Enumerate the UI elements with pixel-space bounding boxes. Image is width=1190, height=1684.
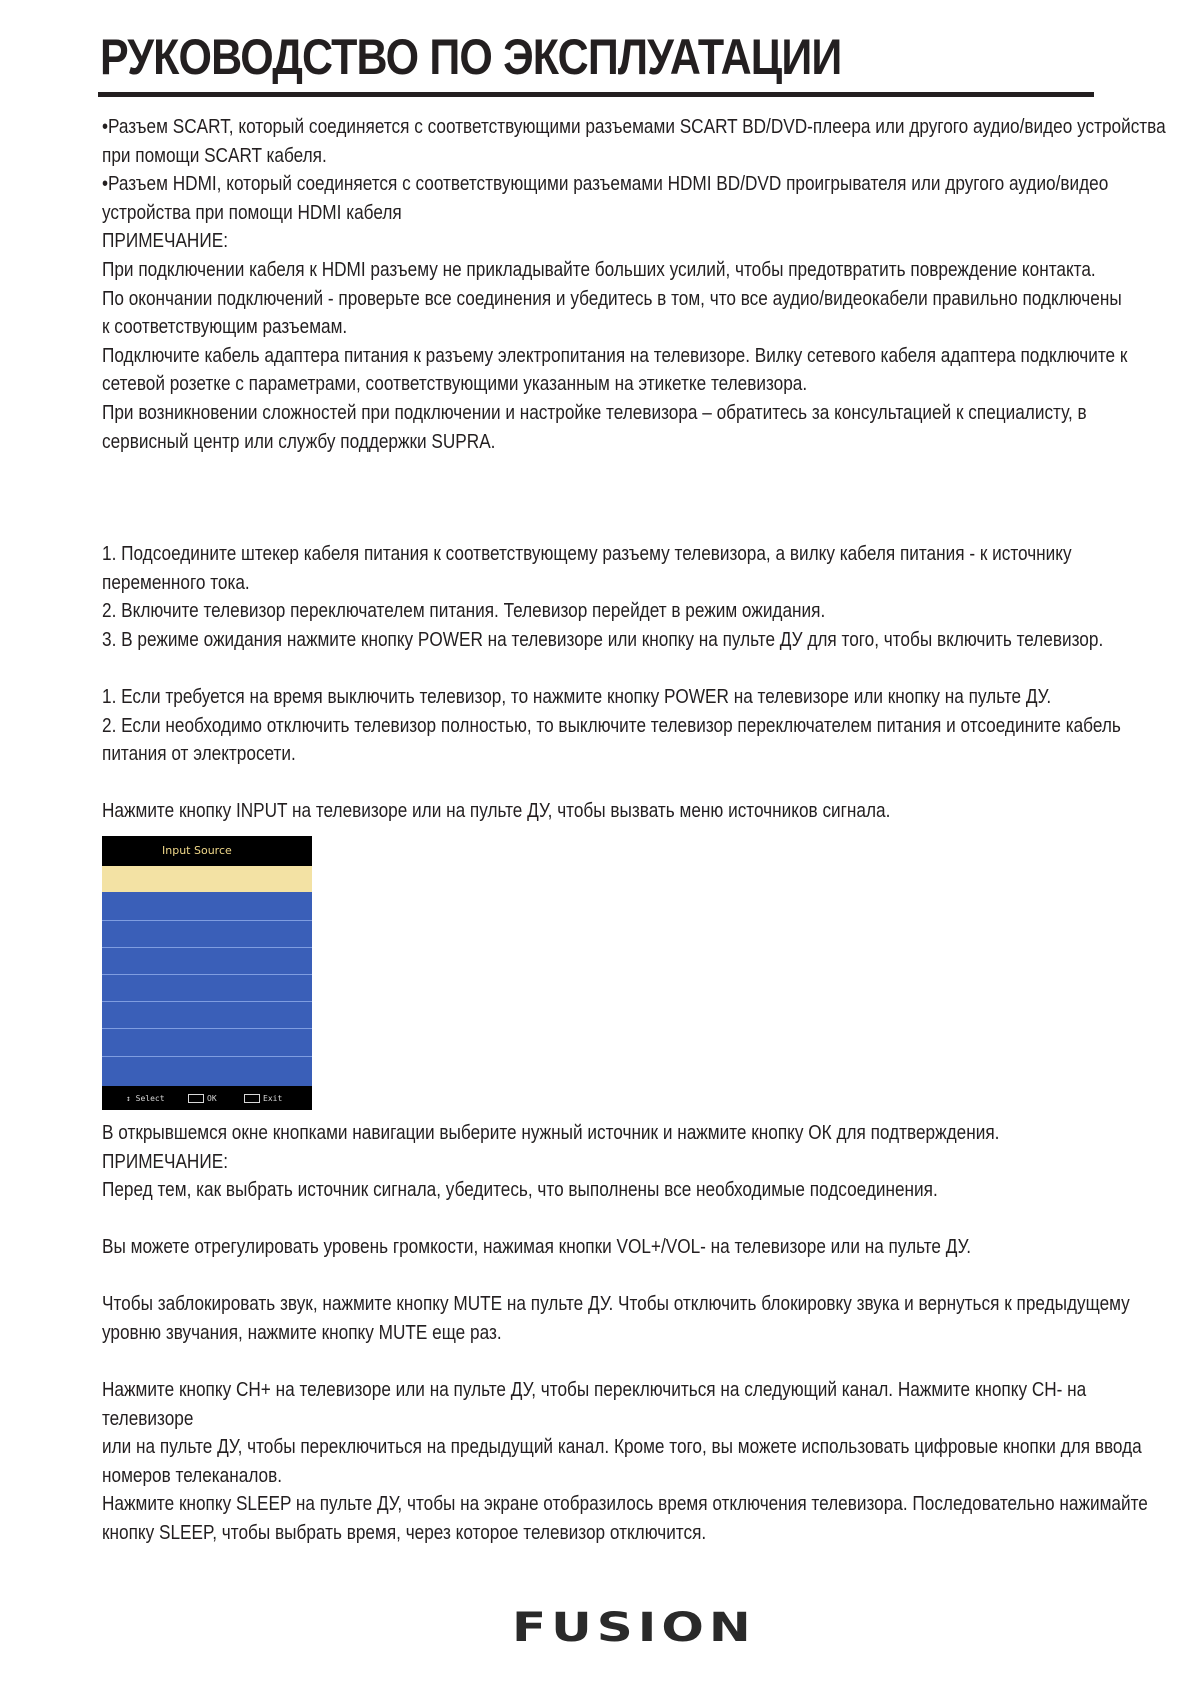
sleep-section [102, 1490, 1168, 1547]
paragraph-line: •Разъем SCART, который соединяется с соответствующими разъемами SCART BD/DVD-плеера или другого аудио/видео устройства [102, 116, 1166, 138]
osd-exit-hint [244, 1094, 282, 1103]
channel-section [102, 1376, 1168, 1490]
paragraph-line: Нажмите кнопку INPUT на телевизоре или на пульте ДУ, чтобы вызвать меню источников сигнала. [102, 800, 891, 822]
paragraph-line: питания от электросети. [102, 743, 296, 766]
paragraph-line: В открывшемся окне кнопками навигации выберите нужный источник и нажмите кнопку ОК для подтверждения. [102, 1122, 1000, 1144]
paragraph-line: устройства при помощи HDMI кабеля [102, 201, 402, 224]
paragraph-line: •Разъем HDMI, который соединяется с соответствующими разъемами HDMI BD/DVD проигрывателя или другого аудио/видео [102, 173, 1109, 196]
paragraph-line: или на пульте ДУ, чтобы переключиться на предыдущий канал. Кроме того, вы можете использовать цифровые кнопки для ввода [102, 1436, 1142, 1459]
paragraph-line: переменного тока. [102, 571, 250, 594]
paragraph-line: к соответствующим разъемам. [102, 316, 348, 339]
ok-key-icon [188, 1094, 204, 1103]
osd-select-label: Select [135, 1094, 165, 1103]
paragraph-line: 1. Подсоедините штекер кабеля питания к соответствующему разъему телевизора, а вилку кабеля питания - к источнику [102, 543, 1072, 565]
paragraph-line: сетевой розетке с параметрами, соответствующими указанным на этикетке телевизора. [102, 373, 808, 396]
input-section [102, 797, 1168, 826]
brand-logo: FUSION [512, 1605, 756, 1651]
paragraph-line: Нажмите кнопку SLEEP на пульте ДУ, чтобы на экране отобразилось время отключения телевизора. Последовательно нажимайте [102, 1493, 1148, 1515]
paragraph-line: номеров телеканалов. [102, 1464, 283, 1487]
connection-section [102, 113, 1168, 456]
paragraph-line: По окончании подключений - проверьте все соединения и убедитесь в том, что все аудио/видеокабели правильно подключены [102, 287, 1122, 310]
paragraph-line: Вы можете отрегулировать уровень громкости, нажимая кнопки VOL+/VOL- на телевизоре или на пульте ДУ. [102, 1236, 972, 1258]
osd-row-divider [102, 1001, 312, 1002]
osd-ok-label: OK [207, 1094, 217, 1103]
input-source-screenshot [102, 836, 312, 1110]
paragraph-line: при помощи SCART кабеля. [102, 144, 327, 167]
paragraph-line: Чтобы заблокировать звук, нажмите кнопку MUTE на пульте ДУ. Чтобы отключить блокировку звука и вернуться к предыдущему [102, 1293, 1130, 1315]
osd-row-divider [102, 974, 312, 975]
paragraph-line: уровню звучания, нажмите кнопку MUTE еще раз. [102, 1321, 502, 1344]
paragraph-line: Нажмите кнопку CH+ на телевизоре или на пульте ДУ, чтобы переключиться на следующий канал. Нажмите кнопку CH- на телевизоре [102, 1379, 1087, 1430]
paragraph-line: 2. Если необходимо отключить телевизор полностью, то выключите телевизор переключателем питания и отсоедините кабель [102, 714, 1121, 737]
osd-header [102, 836, 312, 866]
paragraph-line: При возникновении сложностей при подключении и настройке телевизора – обратитесь за консультацией к специалисту, в [102, 401, 1087, 424]
osd-row-divider [102, 947, 312, 948]
paragraph-line: Подключите кабель адаптера питания к разъему электропитания на телевизоре. Вилку сетевого кабеля адаптера подключите к [102, 344, 1128, 367]
exit-key-icon [244, 1094, 260, 1103]
osd-row-divider [102, 1028, 312, 1029]
paragraph-line: 2. Включите телевизор переключателем питания. Телевизор перейдет в режим ожидания. [102, 600, 826, 623]
updown-arrow-icon: ↕ [126, 1094, 131, 1103]
paragraph-line: При подключении кабеля к HDMI разъему не прикладывайте больших усилий, чтобы предотвратить повреждение контакта. [102, 258, 1096, 281]
power-off-section [102, 683, 1168, 769]
osd-row-divider [102, 1056, 312, 1057]
osd-row-divider [102, 920, 312, 921]
paragraph-line: 3. В режиме ожидания нажмите кнопку POWER на телевизоре или кнопку на пульте ДУ для того, чтобы включить телевизор. [102, 628, 1104, 651]
paragraph-line: 1. Если требуется на время выключить телевизор, то нажмите кнопку POWER на телевизоре или кнопку на пульте ДУ. [102, 686, 1052, 708]
note-heading: ПРИМЕЧАНИЕ: [102, 1150, 228, 1173]
power-on-section [102, 540, 1168, 654]
mute-section [102, 1290, 1168, 1347]
page-title: РУКОВОДСТВО ПО ЭКСПЛУАТАЦИИ [100, 29, 842, 85]
paragraph-line: сервисный центр или службу поддержки SUPRA. [102, 430, 496, 453]
osd-ok-hint [188, 1094, 217, 1103]
source-select-section [102, 1119, 1168, 1205]
paragraph-line: Перед тем, как выбрать источник сигнала, убедитесь, что выполнены все необходимые подсоединения. [102, 1179, 938, 1202]
osd-select-hint [126, 1094, 165, 1103]
volume-section [102, 1233, 1168, 1262]
note-heading: ПРИМЕЧАНИЕ: [102, 230, 228, 253]
osd-selected-row [102, 866, 312, 892]
osd-exit-label: Exit [263, 1094, 283, 1103]
paragraph-line: кнопку SLEEP, чтобы выбрать время, через которое телевизор отключится. [102, 1521, 707, 1544]
osd-title: Input Source [162, 844, 232, 857]
osd-footer [102, 1086, 312, 1110]
title-underline [98, 92, 1094, 97]
